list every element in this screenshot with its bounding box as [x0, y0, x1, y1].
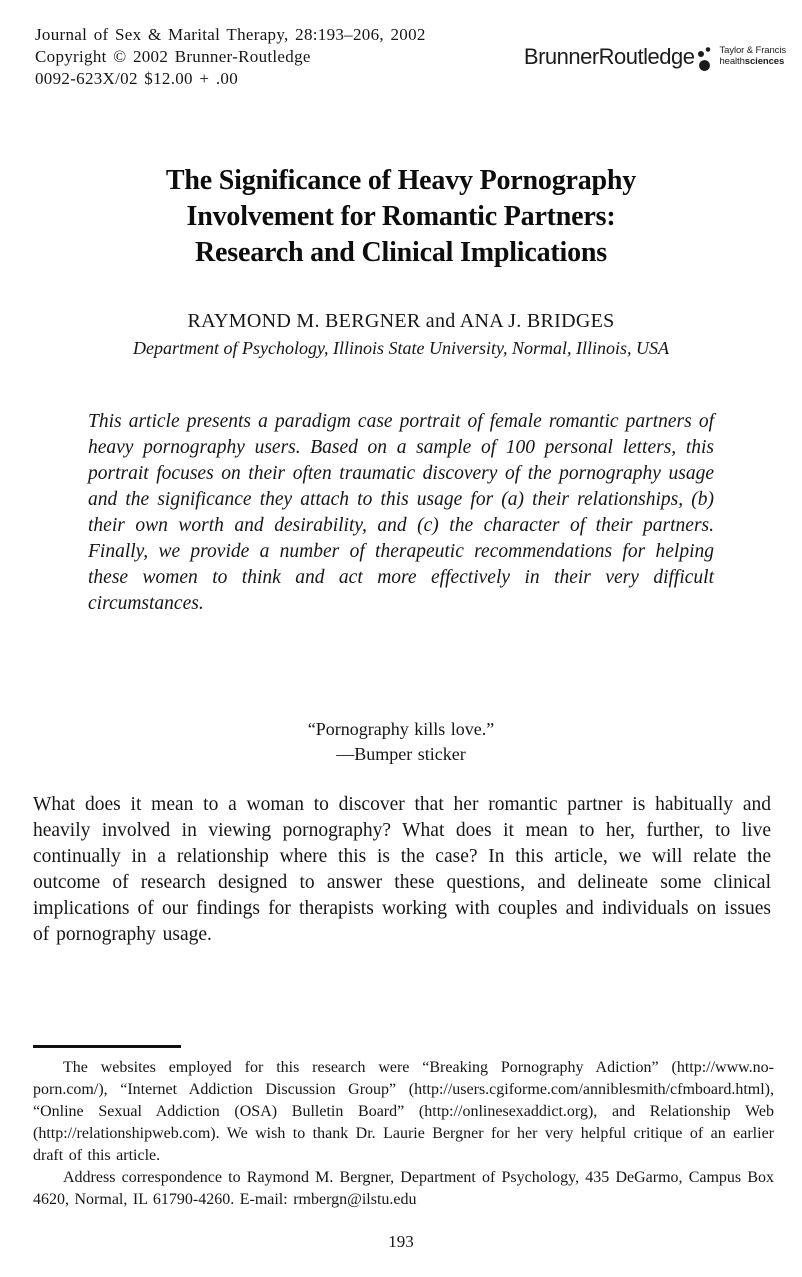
journal-header	[35, 24, 426, 90]
footnote-acknowledgment: The websites employed for this research were “Breaking Pornography Adiction” (http://www.no-porn.com/), “Internet Addiction Discussion Group” (http://users.cgiforme.com/anniblesmith/cfmboard.html), “Online Sexual Addiction (OSA) Bulletin Board” (http://onlinesexaddict.org), and Relationship Web (http://relationshipweb.com). We wish to thank Dr. Laurie Bergner for her very helpful critique of an earlier draft of this article.	[33, 1059, 774, 1164]
title-line-1: The Significance of Heavy Pornography	[165, 165, 637, 196]
footnote-correspondence: Address correspondence to Raymond M. Bergner, Department of Psychology, 435 DeGarmo, Campus Box 4620, Normal, IL 61790-4260. E-mail: rmbergn@ilstu.edu	[33, 1169, 774, 1208]
title-line-2: Involvement for Romantic Partners:	[186, 201, 616, 232]
page-number: 193	[388, 1232, 414, 1251]
abstract-text: This article presents a paradigm case portrait of female romantic partners of heavy pornography users. Based on a sample of 100 personal letters, this portrait focuses on their often traumatic discovery of the pornography usage and the significance they attach to this usage for (a) their relationships, (b) their own worth and desirability, and (c) the character of their partners. Finally, we provide a number of therapeutic recommendations for helping these women to think and act more effectively in their very difficult circumstances.	[88, 411, 714, 614]
imprint-sciences-text: sciences	[744, 55, 785, 67]
authors-block	[0, 308, 802, 360]
issn-price-line: 0092-623X/02 $12.00 + .00	[35, 69, 238, 88]
authors-affiliation: Department of Psychology, Illinois State University, Normal, Illinois, USA	[133, 338, 669, 358]
authors-names: RAYMOND M. BERGNER and ANA J. BRIDGES	[187, 310, 615, 332]
title-line-3: Research and Clinical Implications	[195, 237, 607, 268]
taylor-francis-imprint	[719, 46, 786, 67]
taylor-francis-dots-icon	[695, 46, 716, 73]
taylor-francis-label: Taylor & Francis	[719, 45, 786, 56]
article-title	[0, 163, 802, 271]
publisher-logo	[524, 40, 786, 73]
footnote-block	[33, 1045, 774, 1211]
brunner-routledge-wordmark: BrunnerRoutledge	[523, 43, 695, 69]
journal-citation-line: Journal of Sex & Marital Therapy, 28:193–206, 2002	[35, 25, 426, 44]
body-paragraph: What does it mean to a woman to discover that her romantic partner is habitually and heavily involved in viewing pornography? What does it mean to her, further, to live continually in a relationship where this is the case? In this article, we will relate the outcome of research designed to answer these questions, and delineate some clinical implications of our findings for therapists working with couples and individuals on issues of pornography usage.	[33, 794, 771, 945]
copyright-line: Copyright © 2002 Brunner-Routledge	[35, 47, 311, 66]
epigraph-quote: “Pornography kills love.”	[307, 719, 495, 739]
footnote-divider-rule	[33, 1045, 181, 1048]
epigraph	[0, 717, 802, 767]
imprint-health-text: health	[719, 55, 745, 67]
healthsciences-label	[719, 57, 786, 68]
epigraph-attribution: —Bumper sticker	[336, 744, 466, 764]
